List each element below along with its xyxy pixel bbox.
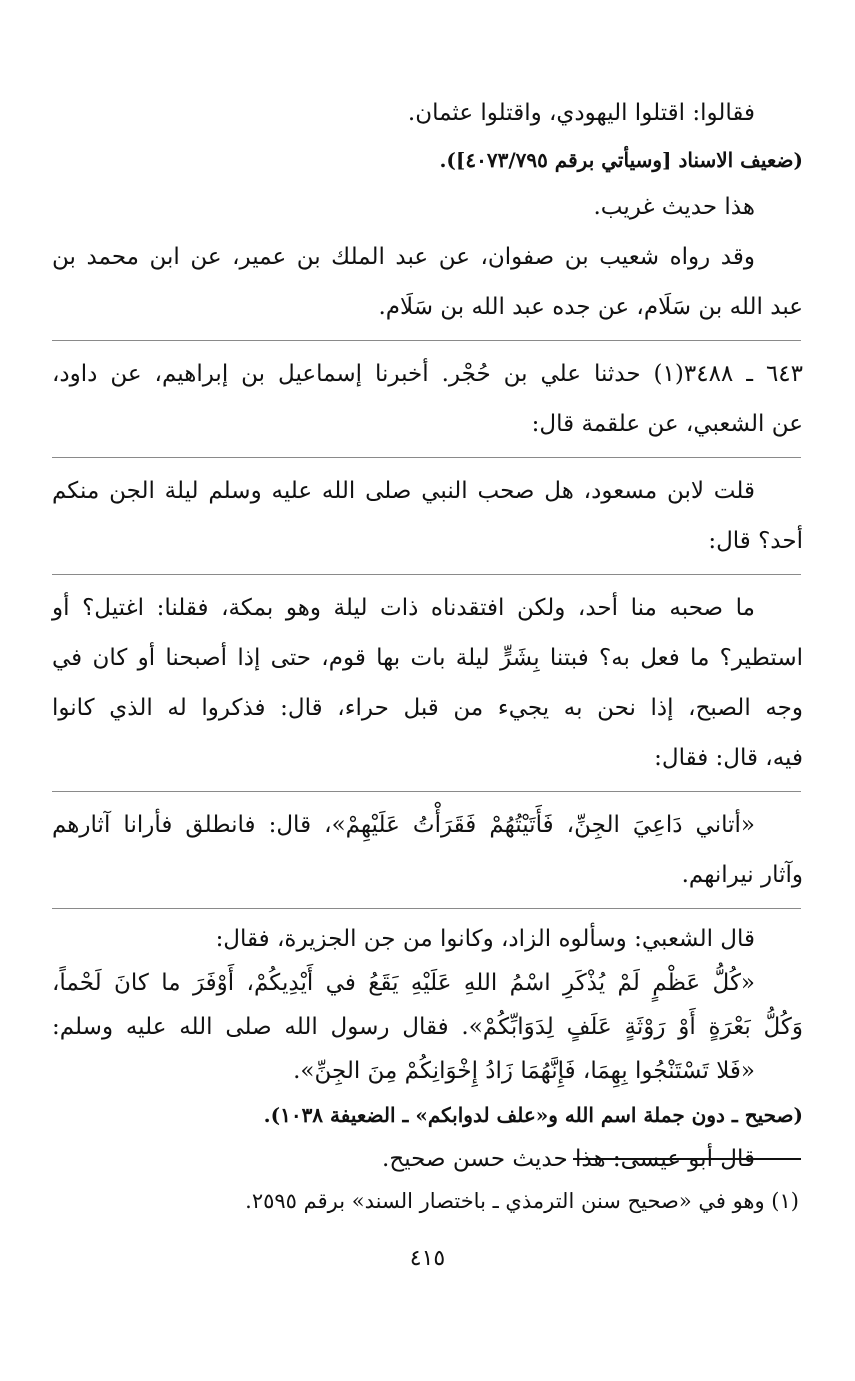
text-line: عن الشعبي، عن علقمة قال:	[531, 411, 803, 437]
text-line: قلت لابن مسعود، هل صحب النبي صلى الله عليه وسلم ليلة الجن منكم	[52, 478, 755, 504]
quote-line: «فَلا تَسْتَنْجُوا بِهِمَا، فَإِنَّهُمَا زَادُ إِخْوَانِكُمْ مِنَ الجِنِّ».	[293, 1058, 755, 1084]
text-line: قال الشعبي: وسألوه الزاد، وكانوا من جن الجزيرة، فقال:	[215, 926, 755, 952]
text-line: أحد؟ قال:	[708, 528, 803, 554]
text-line: فيه، قال: فقال:	[654, 745, 803, 771]
grading-note: (صحيح ـ دون جملة اسم الله و«علف لدوابكم» ـ الضعيفة ١٠٣٨).	[263, 1103, 803, 1127]
text-line: وجه الصبح، إذا نحن به يجيء من قبل حراء، قال: فذكروا له الذي كانوا	[52, 695, 803, 721]
footnote-divider	[573, 1158, 801, 1160]
text-line: وآثار نيرانهم.	[681, 862, 803, 888]
section-divider	[52, 783, 801, 792]
hadith-heading: ٦٤٣ ـ ٣٤٨٨(١) حدثنا علي بن حُجْر. أخبرنا إسماعيل بن إبراهيم، عن داود،	[52, 361, 803, 387]
section-divider	[52, 900, 801, 909]
text-line: فقالوا: اقتلوا اليهودي، واقتلوا عثمان.	[407, 100, 755, 126]
section-divider	[52, 449, 801, 458]
text-line: هذا حديث غريب.	[593, 194, 755, 220]
quote-line: «أتاني دَاعِيَ الجِنِّ، فَأَتَيْتُهُمْ فَقَرَأْتُ عَلَيْهِمْ»، قال: فانطلق فأرانا آثارهم	[52, 812, 755, 838]
grading-note: (ضعيف الاسناد [وسيأتي برقم ٤٠٧٣/٧٩٥]).	[439, 148, 803, 172]
text-line: وقد رواه شعيب بن صفوان، عن عبد الملك بن عمير، عن ابن محمد بن	[52, 244, 755, 270]
quote-line: «كُلُّ عَظْمٍ لَمْ يُذْكَرِ اسْمُ اللهِ عَلَيْهِ يَقَعُ في أَيْدِيكُمْ، أَوْفَرَ ما كانَ لَحْماً،	[52, 970, 755, 996]
text-line: عبد الله بن سَلَام، عن جده عبد الله بن سَلَام.	[378, 294, 803, 320]
page-number: ٤١٥	[409, 1246, 446, 1271]
text-line: استطير؟ ما فعل به؟ فبتنا بِشَرٍّ ليلة بات بها قوم، حتى إذا أصبحنا أو كان في	[52, 645, 803, 671]
section-divider	[52, 332, 801, 341]
text-line: قال أبو عيسى: هذا حديث حسن صحيح.	[382, 1146, 755, 1172]
text-line: ما صحبه منا أحد، ولكن افتقدناه ذات ليلة وهو بمكة، فقلنا: اغتيل؟ أو	[52, 595, 755, 621]
quote-line: وَكُلُّ بَعْرَةٍ أَوْ رَوْثَةٍ عَلَفٍ لِدَوَابِّكُمْ». فقال رسول الله صلى الله عليه وسلم:	[52, 1014, 803, 1040]
footnote: (١) وهو في «صحيح سنن الترمذي ـ باختصار السند» برقم ٢٥٩٥.	[245, 1189, 799, 1213]
section-divider	[52, 566, 801, 575]
